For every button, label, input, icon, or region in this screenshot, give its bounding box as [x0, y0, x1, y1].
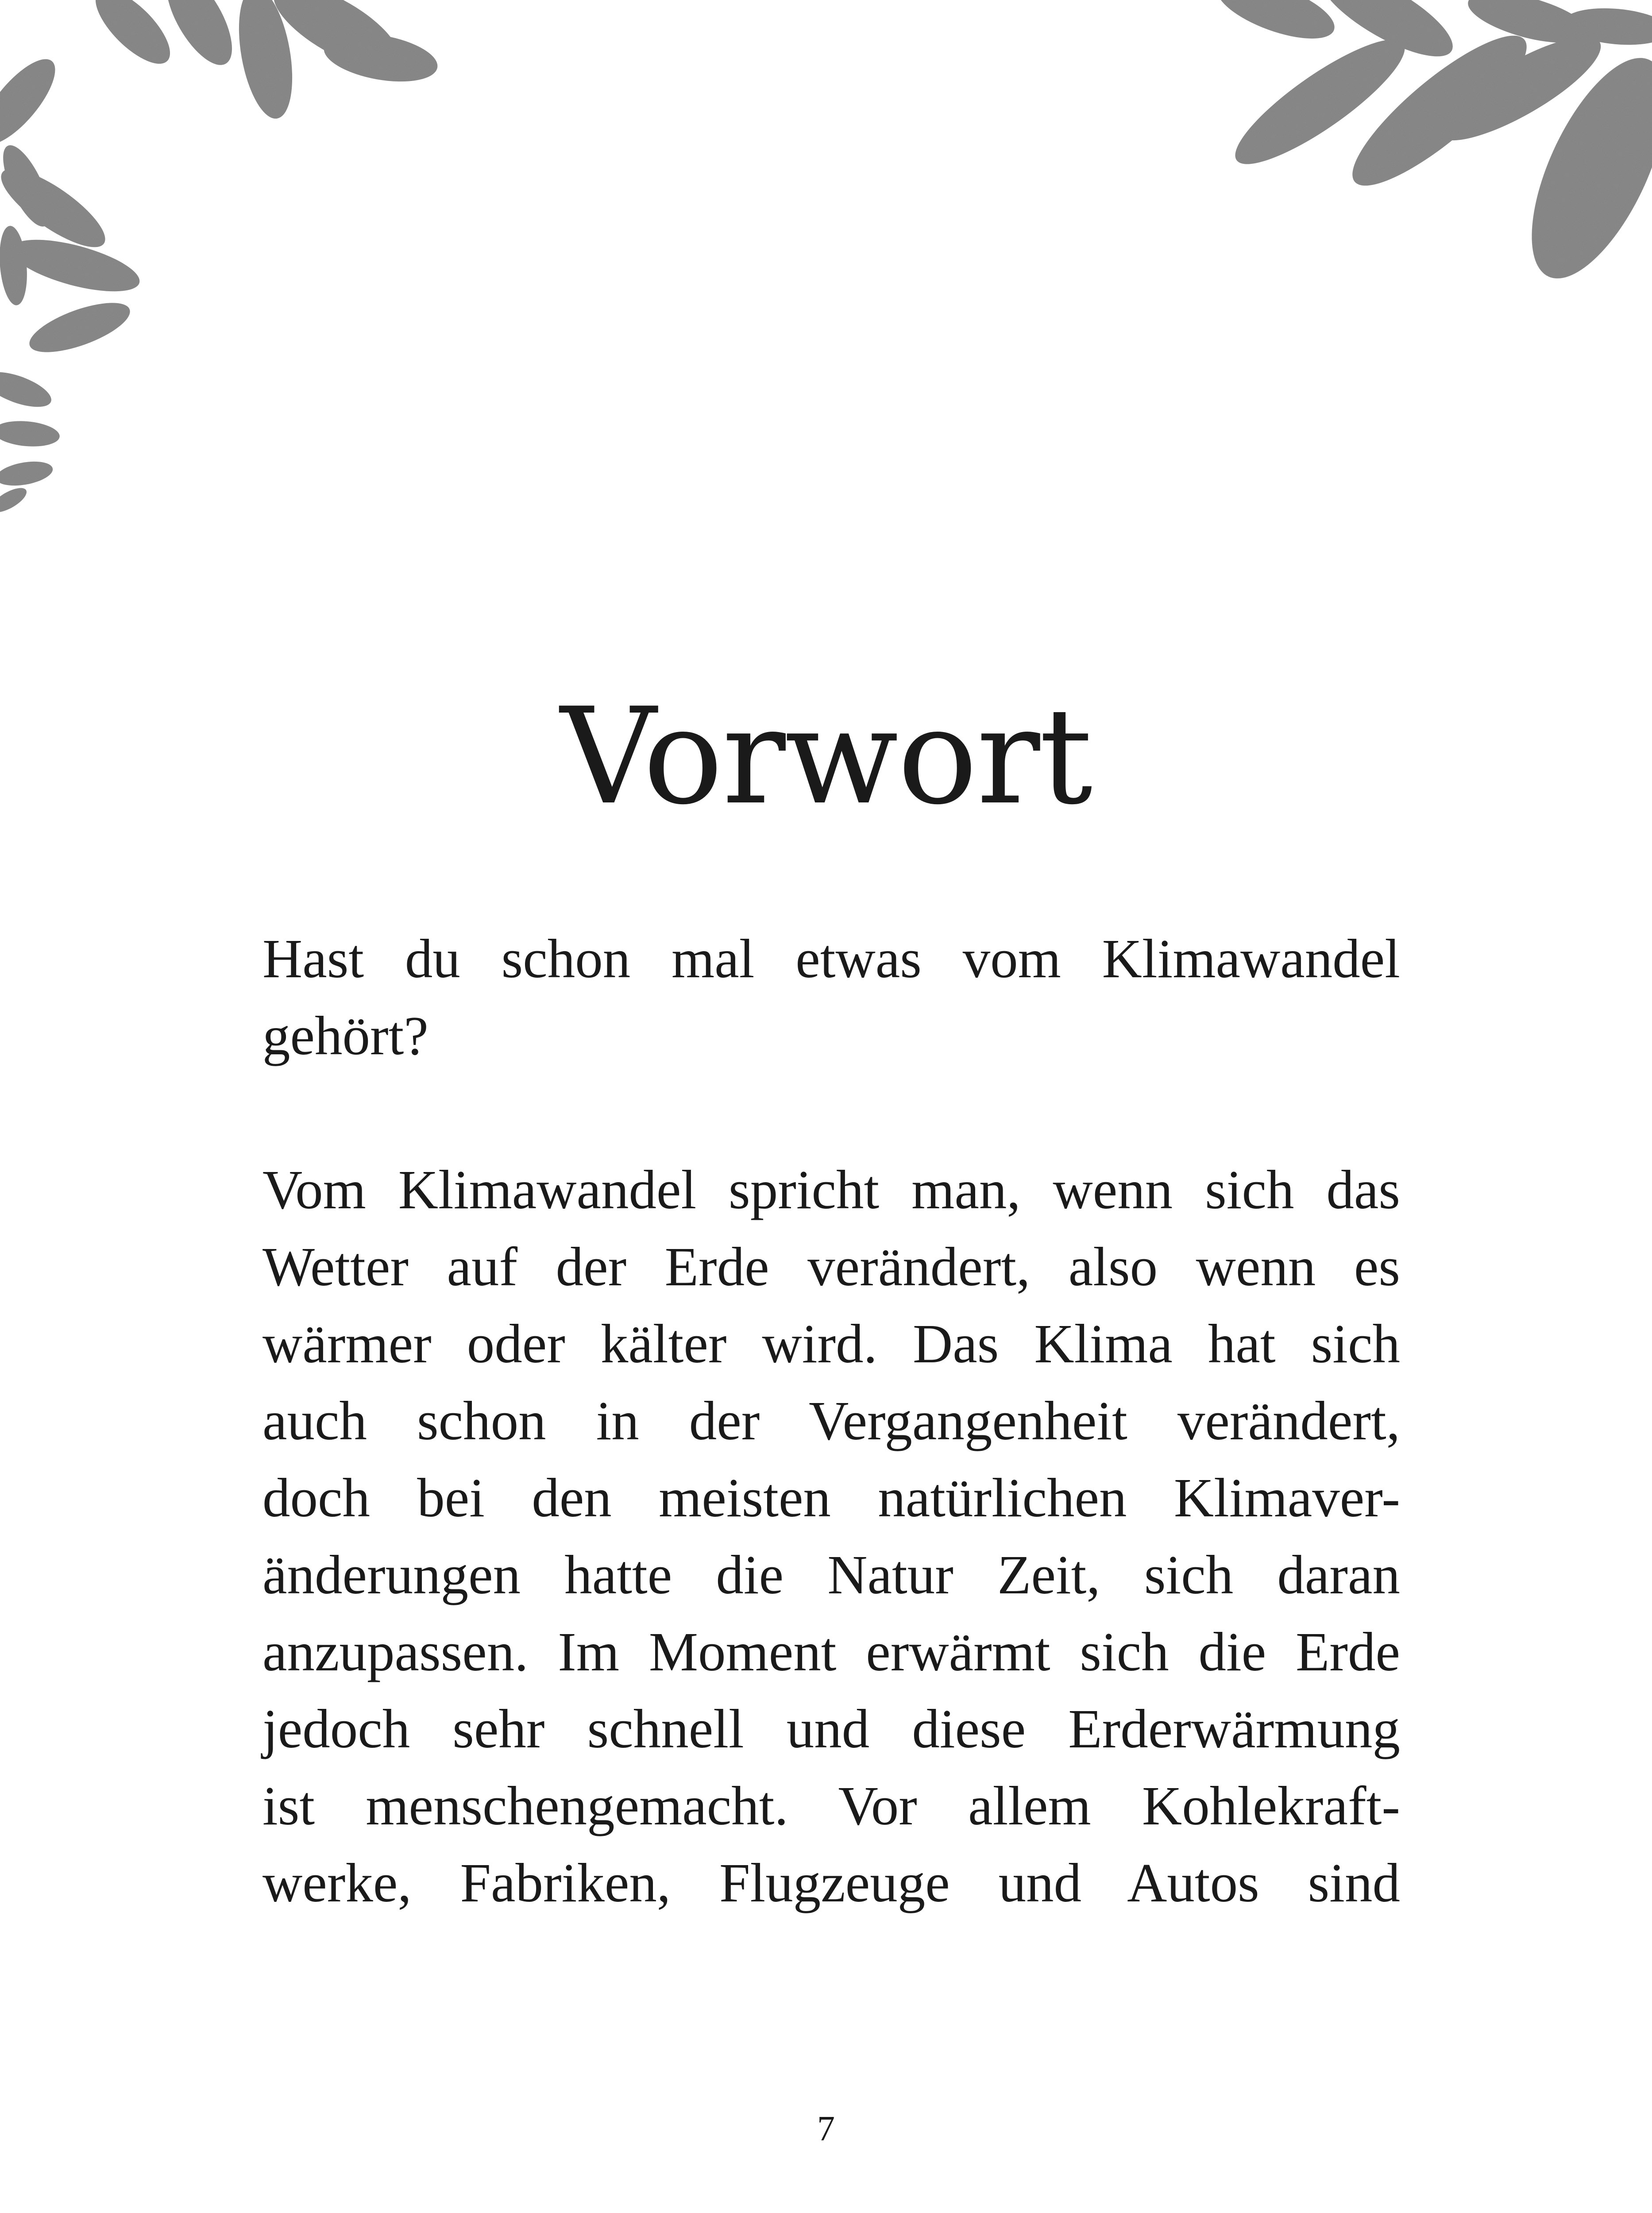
text-line: Wetter auf der Erde verändert, also wenn es [262, 1237, 1400, 1298]
chapter-title: Vorwort [560, 679, 1092, 834]
paragraph-2 [262, 1152, 1400, 1922]
text-line: jedoch sehr schnell und diese Erderwärmung [262, 1699, 1400, 1760]
text-line: ist menschengemacht. Vor allem Kohlekraft- [262, 1776, 1400, 1837]
text-line: auch schon in der Vergangenheit verändert, [262, 1391, 1400, 1452]
leaf-decoration-top-left [0, 0, 443, 531]
paragraph-spacer [262, 1075, 1400, 1152]
text-line: wärmer oder kälter wird. Das Klima hat sich [262, 1314, 1400, 1375]
text-line: änderungen hatte die Natur Zeit, sich daran [262, 1545, 1400, 1606]
page-number: 7 [817, 2109, 835, 2148]
text-line: Hast du schon mal etwas vom Klimawandel [262, 929, 1400, 990]
text-line: gehört? [262, 1006, 428, 1067]
text-line: werke, Fabriken, Flugzeuge und Autos sind [262, 1853, 1400, 1914]
body-text [262, 921, 1400, 1922]
leaf-decoration-top-right [1209, 0, 1652, 301]
paragraph-1 [262, 921, 1400, 1075]
text-line: anzupassen. Im Moment erwärmt sich die Erde [262, 1622, 1400, 1683]
text-line: doch bei den meisten natürlichen Klimaver- [262, 1468, 1400, 1529]
text-line: Vom Klimawandel spricht man, wenn sich das [262, 1160, 1400, 1221]
